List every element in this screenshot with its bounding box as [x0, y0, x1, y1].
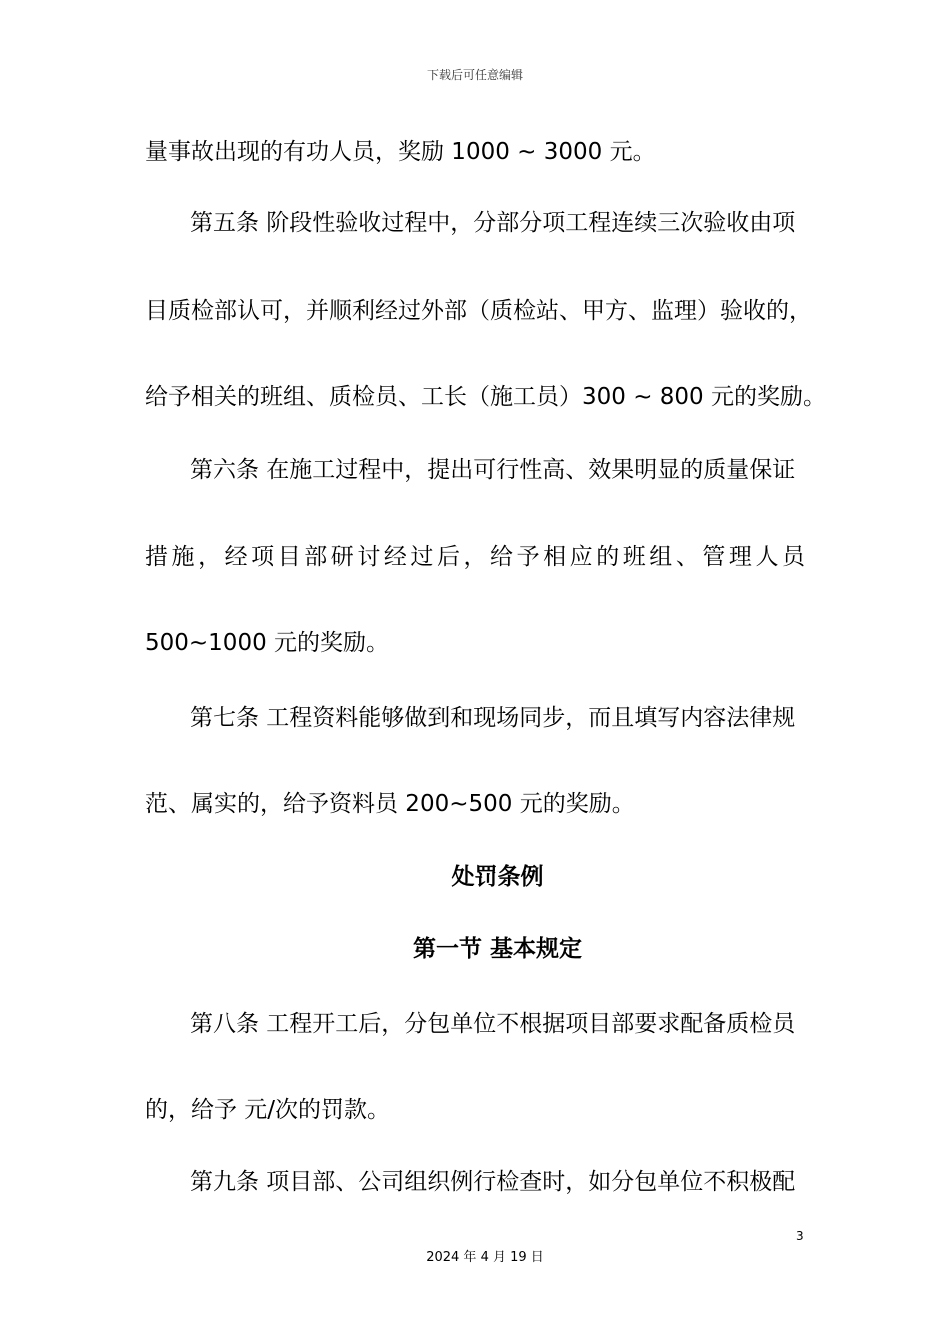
article-6-line: 第六条 在施工过程中，提出可行性高、效果明显的质量保证: [190, 457, 796, 483]
footer-date: 2024 年 4 月 19 日: [426, 1250, 544, 1265]
body-line: 的，给予 元/次的罚款。: [145, 1097, 391, 1123]
body-line: 范、属实的，给予资料员 200~500 元的奖励。: [145, 791, 635, 817]
body-line: 给予相关的班组、质检员、工长（施工员）300 ~ 800 元的奖励。: [145, 384, 827, 410]
body-line: 量事故出现的有功人员，奖励 1000 ~ 3000 元。: [145, 139, 656, 165]
article-7-line: 第七条 工程资料能够做到和现场同步，而且填写内容法律规: [190, 705, 796, 731]
body-line: 措施，经项目部研讨经过后，给予相应的班组、管理人员: [145, 544, 805, 570]
heading-penalty: 处罚条例: [451, 864, 544, 890]
body-line: 500~1000 元的奖励。: [145, 630, 390, 656]
heading-section: 第一节 基本规定: [412, 936, 582, 962]
header-note: 下载后可任意编辑: [426, 68, 523, 82]
body-line: 目质检部认可，并顺利经过外部（质检站、甲方、监理）验收的，: [145, 298, 812, 324]
article-9-line: 第九条 项目部、公司组织例行检查时，如分包单位不积极配: [190, 1169, 796, 1195]
article-5-line: 第五条 阶段性验收过程中，分部分项工程连续三次验收由项: [190, 210, 796, 236]
article-8-line: 第八条 工程开工后，分包单位不根据项目部要求配备质检员: [190, 1011, 796, 1037]
page-number: 3: [796, 1229, 804, 1243]
